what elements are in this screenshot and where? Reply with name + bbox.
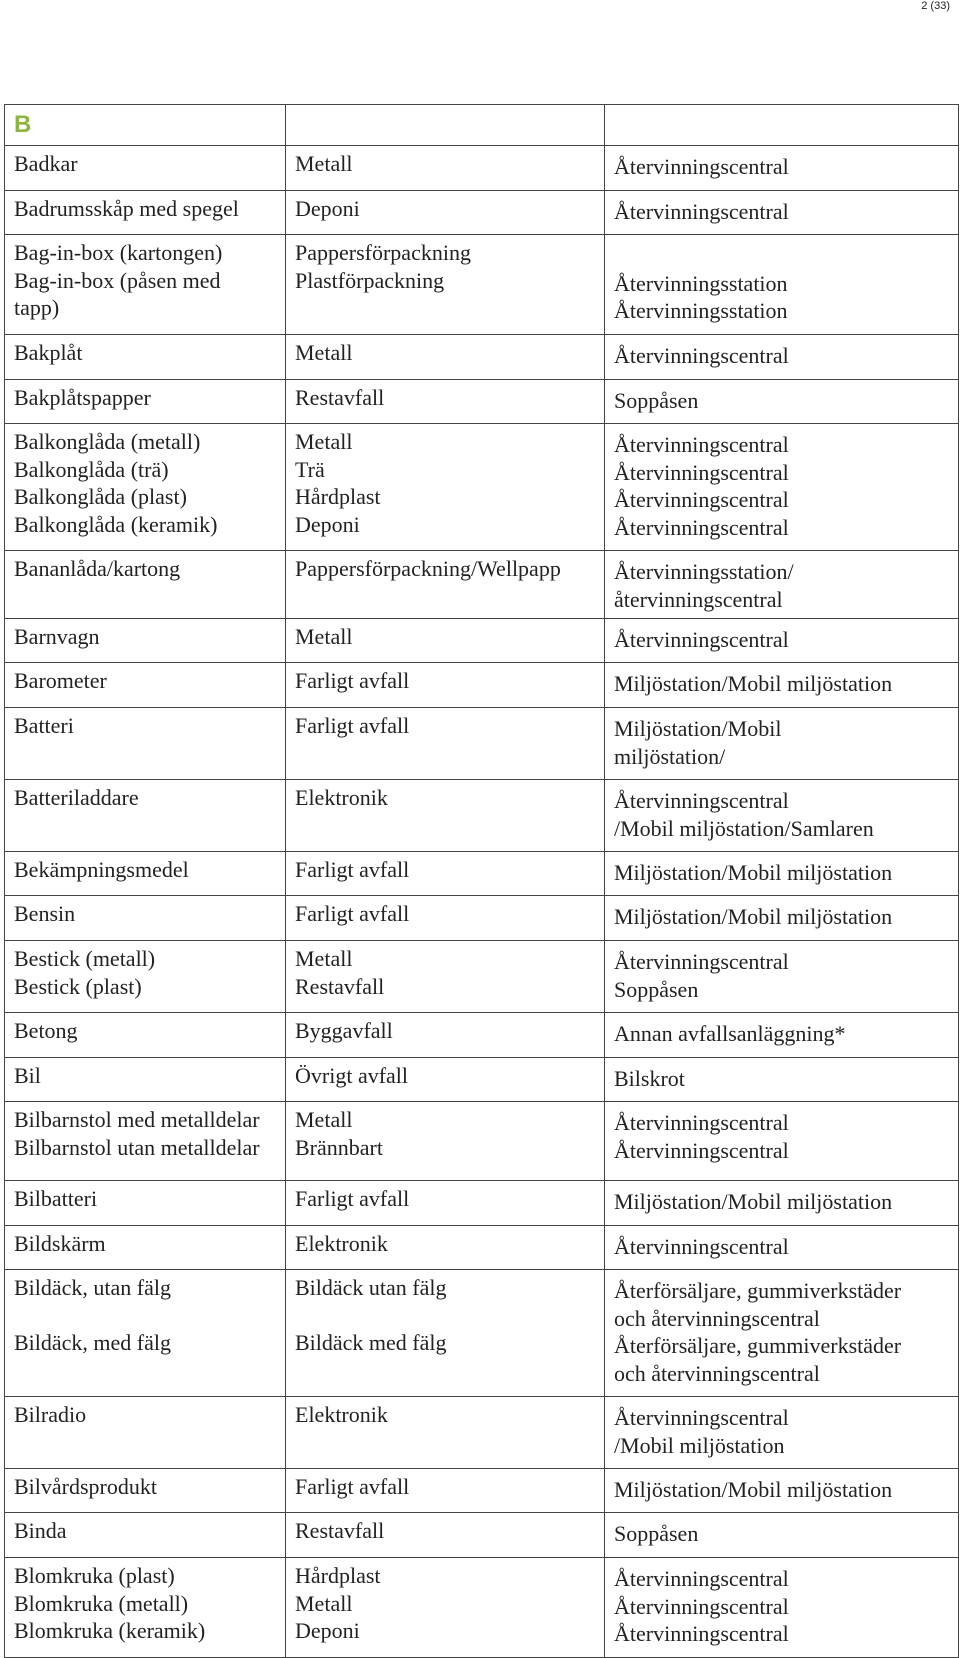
item-cell [5,1058,286,1102]
table-row [5,896,959,941]
category-cell [286,1013,605,1058]
item-cell [5,1226,286,1270]
category-text: Elektronik [295,1231,388,1256]
table-row [5,235,959,335]
category-text: Pappersförpackning [295,240,471,265]
item-text [14,1302,276,1330]
category-cell [286,551,605,619]
destination-text: återvinningscentral [614,586,783,612]
item-text: Badrumsskåp med spegel [14,196,239,221]
destination-cell [605,146,959,191]
category-text: Metall [295,624,353,649]
category-cell [286,708,605,780]
category-text: Restavfall [295,385,385,410]
destination-text: Återvinningscentral [614,199,789,224]
category-text: Hårdplast [295,484,381,510]
destination-text: Återvinningscentral [614,459,789,485]
item-text: Blomkruka (metall) [14,1590,189,1616]
category-cell [286,941,605,1013]
destination-text: Återförsäljare, gummiverkstäder [614,1278,902,1303]
category-text: Deponi [295,511,360,537]
item-text: Bakplåtspapper [14,385,151,410]
destination-text: Miljöstation/Mobil miljöstation [614,1189,893,1214]
item-text: Balkonglåda (keramik) [14,511,218,537]
table-row [5,780,959,852]
destination-cell [605,708,959,780]
table-row [5,941,959,1013]
category-cell [286,1181,605,1226]
item-cell [5,1270,286,1397]
destination-text: Miljöstation/Mobil [614,716,782,741]
item-text: Barometer [14,668,107,693]
destination-cell [605,551,959,619]
item-text: Batteriladdare [14,785,139,810]
category-cell [286,1270,605,1397]
category-cell [286,1397,605,1469]
item-text: Badkar [14,151,78,176]
item-cell [5,424,286,551]
category-cell [286,852,605,896]
destination-text: Återvinningscentral [614,1110,789,1135]
destination-text: Återvinningscentral [614,1234,789,1259]
item-cell [5,380,286,424]
item-text: Bilbarnstol utan metalldelar [14,1134,260,1160]
table-row [5,335,959,380]
table-row [5,146,959,191]
destination-cell [605,1058,959,1102]
category-cell [286,335,605,380]
item-text: Bensin [14,901,76,926]
destination-text: Miljöstation/Mobil miljöstation [614,860,893,885]
item-text: tapp) [14,295,60,321]
category-text: Farligt avfall [295,901,410,926]
item-cell [5,941,286,1013]
category-cell [286,780,605,852]
destination-text: Soppåsen [614,976,699,1002]
table-row [5,424,959,551]
table-row [5,663,959,708]
item-text: Bildäck, utan fälg [14,1275,172,1300]
destination-cell [605,896,959,941]
category-cell [286,619,605,663]
category-cell [286,663,605,708]
category-text: Metall [295,340,353,365]
category-text: Trä [295,456,325,482]
category-text: Farligt avfall [295,713,410,738]
category-cell [286,1226,605,1270]
item-cell [5,619,286,663]
table-row [5,1270,959,1397]
table-row [5,1397,959,1469]
category-text: Deponi [295,196,360,221]
destination-text: Återvinningscentral [614,1137,789,1163]
item-text: Balkonglåda (metall) [14,429,201,454]
section-letter: B [14,111,32,139]
table-row [5,1013,959,1058]
destination-text: och återvinningscentral [614,1360,820,1386]
table-row [5,551,959,619]
item-text: Bekämpningsmedel [14,857,189,882]
destination-text [614,242,949,270]
destination-text: Återförsäljare, gummiverkstäder [614,1333,902,1359]
table-row [5,1102,959,1181]
destination-text: Återvinningscentral [614,627,789,652]
category-text: Övrigt avfall [295,1063,409,1088]
destination-cell [605,1226,959,1270]
page-number: 2 (33) [921,0,950,12]
item-text: Binda [14,1518,67,1543]
destination-text: Återvinningscentral [614,1566,789,1591]
category-text: Farligt avfall [295,857,410,882]
destination-text: Återvinningscentral [614,343,789,368]
category-text: Elektronik [295,1402,388,1427]
destination-text: Återvinningscentral [614,788,789,813]
item-text: Balkonglåda (plast) [14,484,187,510]
item-cell [5,1513,286,1558]
destination-cell [605,424,959,551]
item-text: Bildäck, med fälg [14,1330,172,1356]
item-cell [5,235,286,335]
item-cell [5,1469,286,1513]
category-text: Restavfall [295,1518,385,1543]
category-cell [286,1102,605,1181]
item-cell [5,1013,286,1058]
destination-text: Återvinningscentral [614,1593,789,1619]
destination-cell [605,1181,959,1226]
category-text: Brännbart [295,1134,383,1160]
table-row [5,1181,959,1226]
item-text: Batteri [14,713,74,738]
destination-text: Återvinningscentral [614,432,789,457]
item-cell [5,708,286,780]
category-text: Metall [295,946,353,971]
destination-text: Annan avfallsanläggning* [614,1021,846,1046]
category-cell [286,1058,605,1102]
table-row [5,1513,959,1558]
destination-text: Återvinningscentral [614,154,789,179]
item-text: Balkonglåda (trä) [14,456,169,482]
item-cell [5,663,286,708]
header-cell-3 [605,105,959,146]
item-text: Bildskärm [14,1231,106,1256]
item-cell [5,852,286,896]
category-cell [286,146,605,191]
item-cell [5,1397,286,1469]
category-text: Bildäck med fälg [295,1330,447,1356]
destination-cell [605,941,959,1013]
category-text: Metall [295,1590,353,1616]
destination-text: /Mobil miljöstation/Samlaren [614,815,874,841]
category-cell [286,424,605,551]
destination-cell [605,1397,959,1469]
item-cell [5,335,286,380]
category-text: Metall [295,1107,353,1132]
destination-cell [605,780,959,852]
category-cell [286,235,605,335]
table-row [5,1058,959,1102]
destination-text: Återvinningscentral [614,949,789,974]
category-cell [286,191,605,235]
category-text: Bildäck utan fälg [295,1275,447,1300]
category-text: Metall [295,151,353,176]
destination-text: Återvinningsstation/ [614,559,794,584]
item-cell [5,146,286,191]
destination-cell [605,1102,959,1181]
destination-cell [605,380,959,424]
destination-text: Återvinningscentral [614,487,789,513]
item-text: Bag-in-box (kartongen) [14,240,223,265]
category-text: Elektronik [295,785,388,810]
table-row [5,1469,959,1513]
table-row [5,191,959,235]
destination-text: Återvinningscentral [614,1621,789,1647]
destination-text: Miljöstation/Mobil miljöstation [614,671,893,696]
destination-text: Återvinningsstation [614,298,788,324]
destination-text: Soppåsen [614,388,699,413]
item-text: Bilbarnstol med metalldelar [14,1107,260,1132]
table-row [5,1226,959,1270]
category-cell [286,380,605,424]
destination-cell [605,235,959,335]
table-row [5,1558,959,1658]
destination-cell [605,663,959,708]
destination-text: Soppåsen [614,1521,699,1546]
section-header-row [5,105,959,146]
destination-text: och återvinningscentral [614,1305,820,1331]
category-text: Farligt avfall [295,1474,410,1499]
item-text: Blomkruka (keramik) [14,1618,206,1644]
item-text: Bestick (metall) [14,946,156,971]
destination-cell [605,335,959,380]
item-cell [5,551,286,619]
category-text: Farligt avfall [295,1186,410,1211]
item-text: Bil [14,1063,41,1088]
item-cell [5,191,286,235]
category-text: Plastförpackning [295,267,445,293]
item-text: Barnvagn [14,624,100,649]
destination-cell [605,191,959,235]
category-cell [286,896,605,941]
header-cell-2 [286,105,605,146]
category-text: Farligt avfall [295,668,410,693]
table-row [5,619,959,663]
category-cell [286,1469,605,1513]
section-letter-cell [5,105,286,146]
destination-text: Miljöstation/Mobil miljöstation [614,1477,893,1502]
category-text [295,1302,595,1330]
category-text: Byggavfall [295,1018,393,1043]
sorting-guide-table [4,104,959,1658]
destination-text: Återvinningscentral [614,514,789,540]
item-text: Blomkruka (plast) [14,1563,175,1588]
item-text: Bakplåt [14,340,83,365]
item-text: Bilradio [14,1402,87,1427]
item-cell [5,896,286,941]
category-text: Deponi [295,1618,360,1644]
item-text: Bag-in-box (påsen med [14,267,221,293]
destination-cell [605,1513,959,1558]
table-row [5,380,959,424]
category-cell [286,1513,605,1558]
item-cell [5,1102,286,1181]
category-text: Metall [295,429,353,454]
item-text: Bananlåda/kartong [14,556,181,581]
item-cell [5,780,286,852]
destination-cell [605,1558,959,1658]
destination-text: Återvinningscentral [614,1405,789,1430]
destination-text: /Mobil miljöstation [614,1432,785,1458]
destination-cell [605,619,959,663]
destination-cell [605,1469,959,1513]
item-text: Betong [14,1018,78,1043]
category-text: Restavfall [295,973,385,999]
item-text: Bestick (plast) [14,973,142,999]
destination-text: miljöstation/ [614,743,726,769]
item-text: Bilvårdsprodukt [14,1474,157,1499]
item-cell [5,1181,286,1226]
item-cell [5,1558,286,1658]
item-text: Bilbatteri [14,1186,98,1211]
table-row [5,708,959,780]
category-cell [286,1558,605,1658]
destination-text: Bilskrot [614,1066,685,1091]
destination-text: Återvinningsstation [614,270,788,296]
category-text: Pappersförpackning/Wellpapp [295,556,561,581]
destination-text: Miljöstation/Mobil miljöstation [614,904,893,929]
destination-cell [605,1270,959,1397]
table-row [5,852,959,896]
category-text: Hårdplast [295,1563,381,1588]
destination-cell [605,1013,959,1058]
destination-cell [605,852,959,896]
